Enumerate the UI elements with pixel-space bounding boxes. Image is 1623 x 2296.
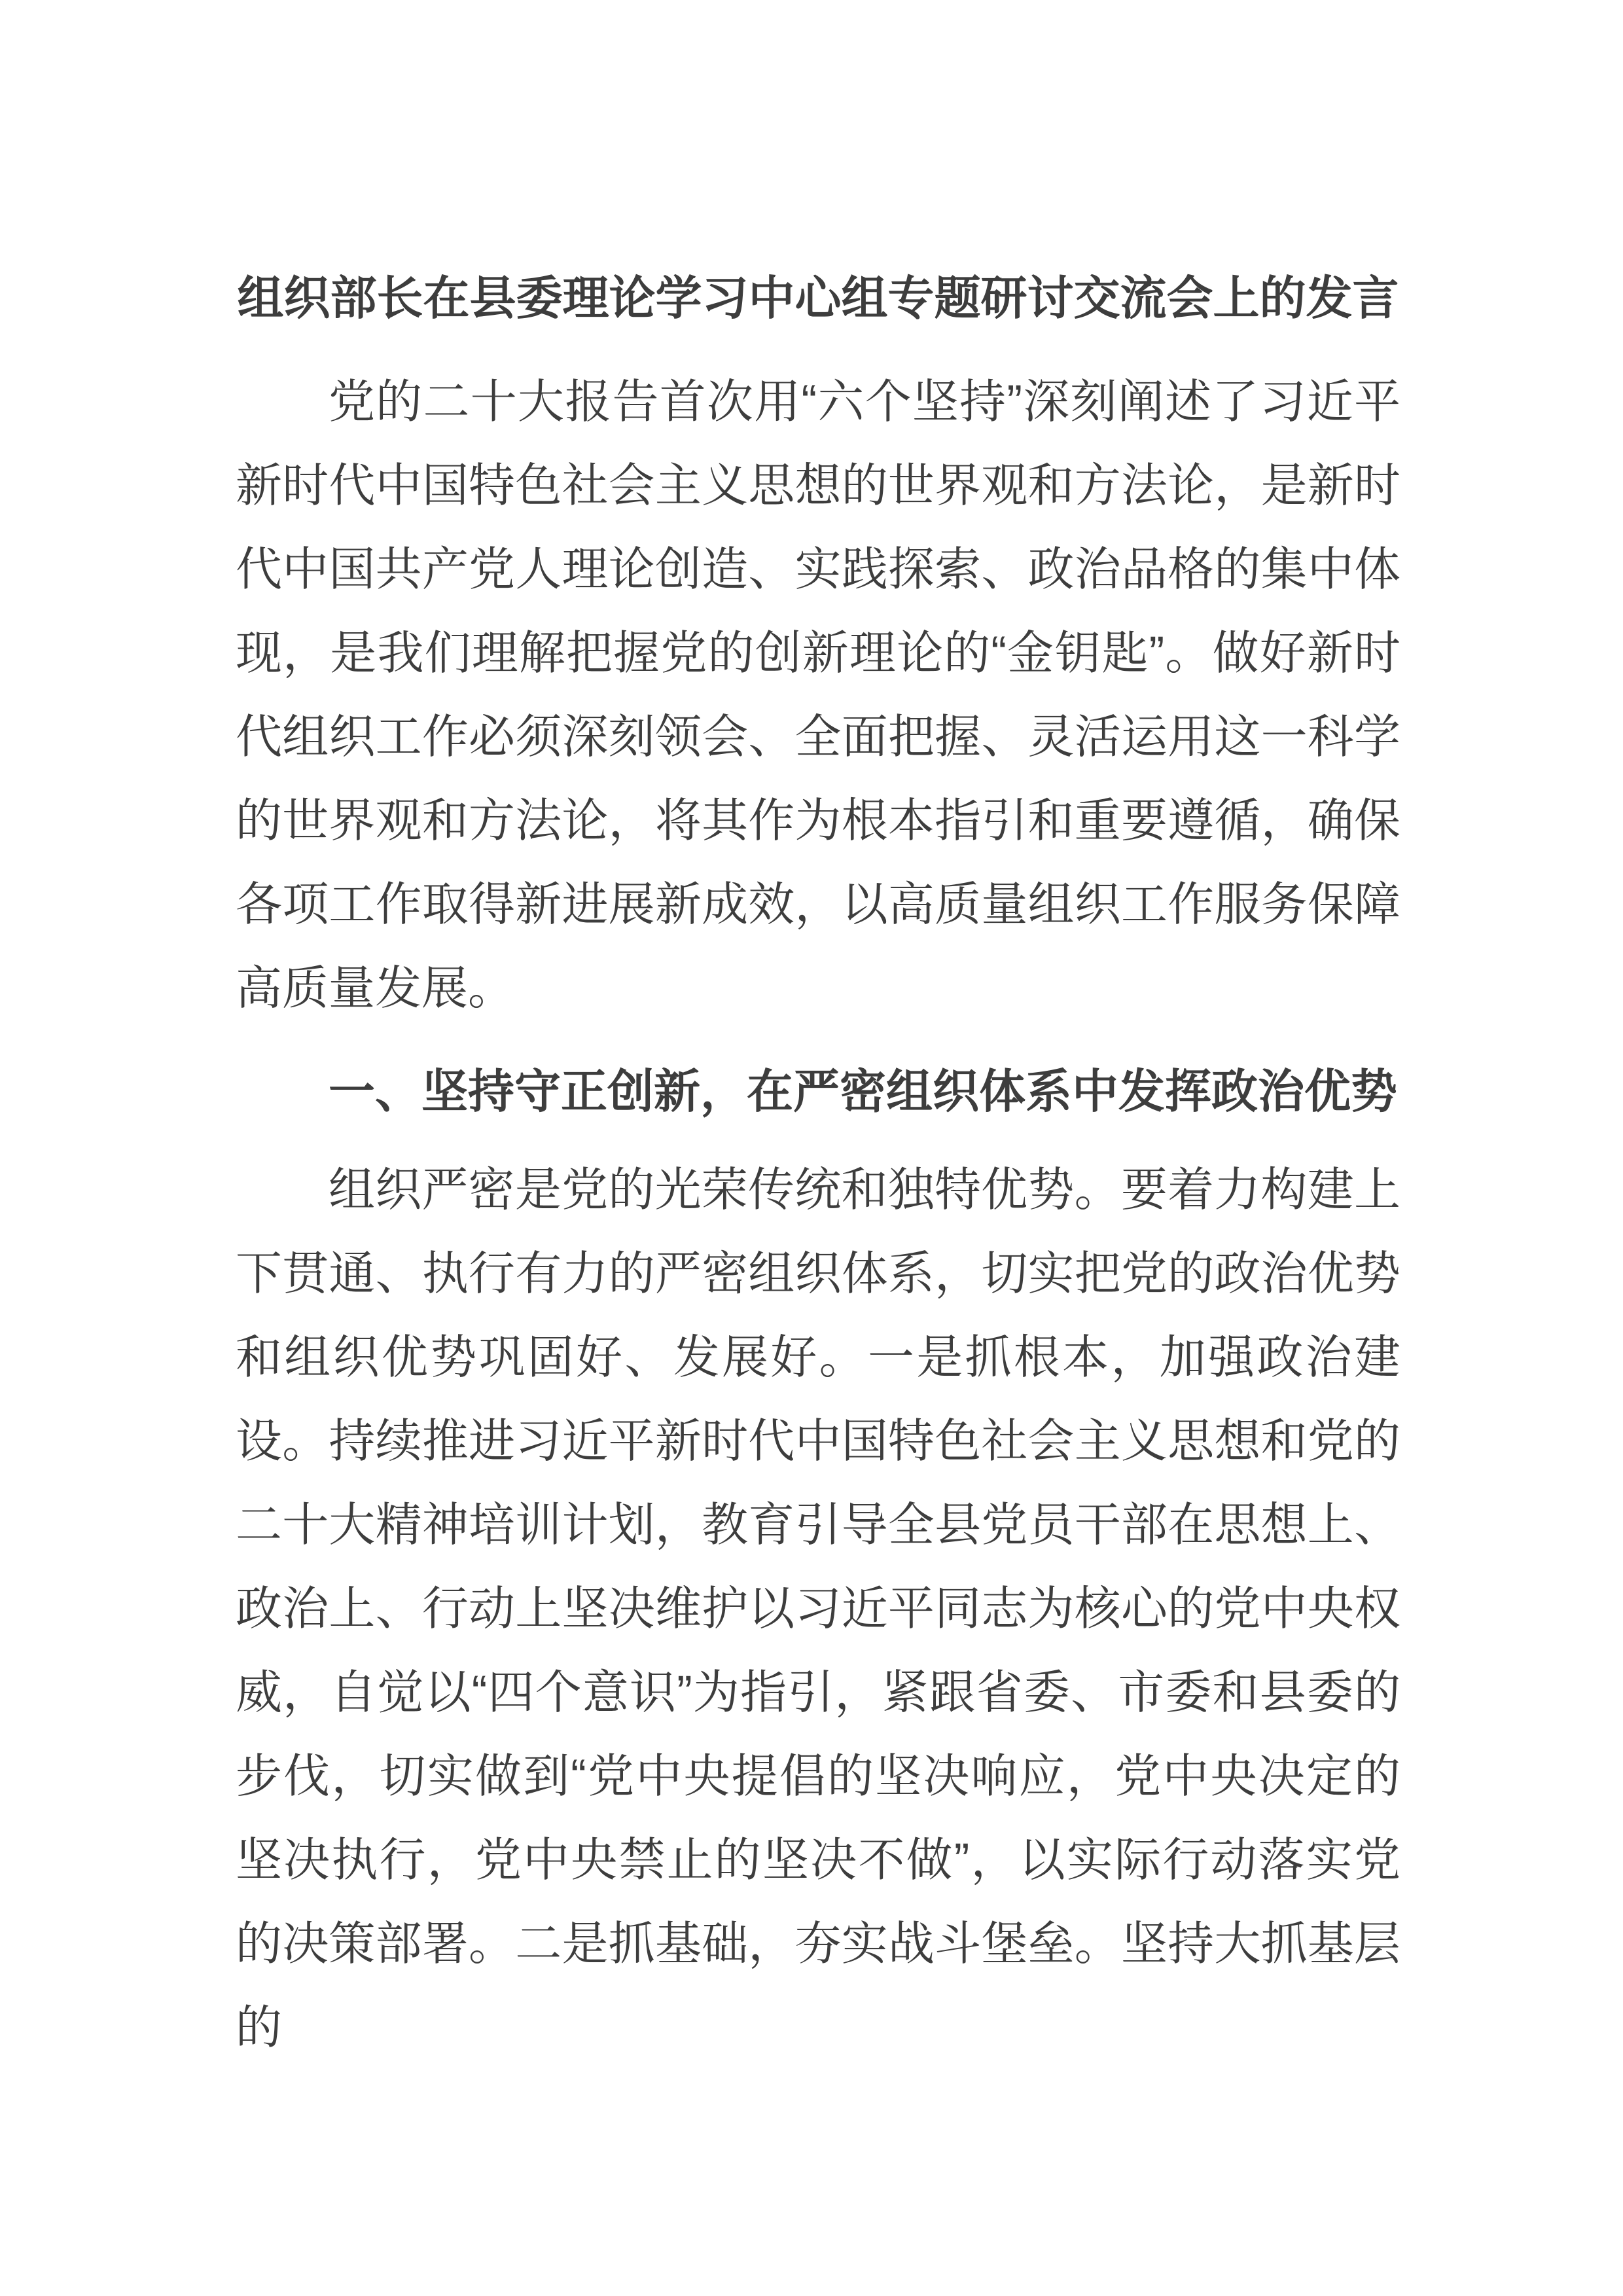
document-content (236, 257, 1400, 2070)
document-title: 组织部长在县委理论学习中心组专题研讨交流会上的发言 (237, 273, 1399, 325)
paragraph-intro: 党的二十大报告首次用“六个坚持”深刻阐述了习近平新时代中国特色社会主义思想的世界观和方法论，是新时代中国共产党人理论创造、实践探索、政治品格的集中体现，是我们理解把握党的创新理论的“金钥匙”。做好新时代组织工作必须深刻领会、全面把握、灵活运用这一科学的世界观和方法论，将其作为根本指引和重要遵循，确保各项工作取得新进展新成效，以高质量组织工作服务保障高质量发展。 (236, 376, 1400, 1014)
section-heading-1: 一、坚持守正创新，在严密组织体系中发挥政治优势 (329, 1066, 1398, 1118)
paragraph-section-1-body: 组织严密是党的光荣传统和独特优势。要着力构建上下贯通、执行有力的严密组织体系，切实把党的政治优势和组织优势巩固好、发展好。一是抓根本，加强政治建设。持续推进习近平新时代中国特色社会主义思想和党的二十大精神培训计划，教育引导全县党员干部在思想上、政治上、行动上坚决维护以习近平同志为核心的党中央权威，自觉以“四个意识”为指引，紧跟省委、市委和县委的步伐，切实做到“党中央提倡的坚决响应，党中央决定的坚决执行，党中央禁止的坚决不做”，以实际行动落实党的决策部署。二是抓基础，夯实战斗堡垒。坚持大抓基层的 (236, 1164, 1400, 2054)
